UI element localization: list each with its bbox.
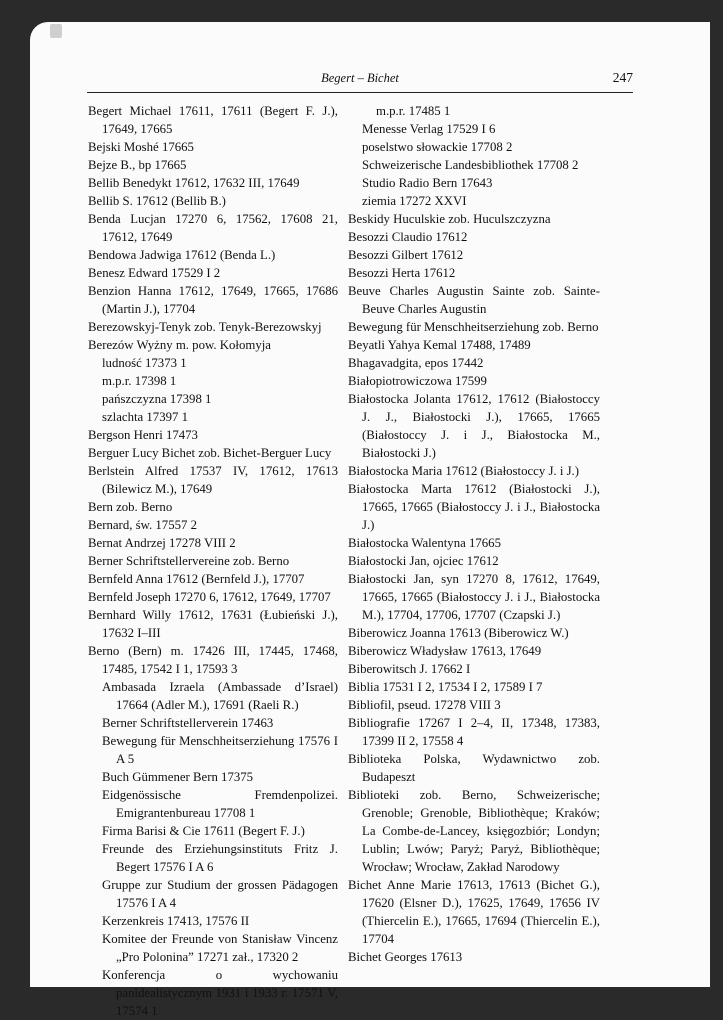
index-entry: Bernard, św. 17557 2 — [88, 518, 197, 532]
index-subentry: m.p.r. 17398 1 — [102, 374, 177, 388]
index-entry: Bernhard Willy 17612, 17631 (Łubieński J.), 17632 I–III — [88, 608, 338, 640]
index-entry: Besozzi Claudio 17612 — [348, 230, 468, 244]
index-entry: Bendowa Jadwiga 17612 (Benda L.) — [88, 248, 276, 262]
index-entry: Berezowskyj-Tenyk zob. Tenyk-Berezowskyj — [88, 320, 322, 334]
index-entry: Berezów Wyżny m. pow. Kołomyja — [88, 338, 271, 352]
index-entry: Besozzi Gilbert 17612 — [348, 248, 464, 262]
index-subentry: Bewegung für Menschheitserziehung 17576 I A 5 — [102, 734, 338, 766]
index-entry: Białostocka Walentyna 17665 — [348, 536, 501, 550]
index-subentry: Gruppe zur Studium der grossen Pädagogen 17576 I A 4 — [102, 878, 338, 910]
index-entry: Biberowitsch J. 17662 I — [348, 662, 471, 676]
index-subentry: Konferencja o wychowaniu panidealistycznym 1931 i 1933 r. 17571 V, 17574 1 — [102, 968, 338, 1018]
index-entry: Benzion Hanna 17612, 17649, 17665, 17686 (Martin J.), 17704 — [88, 284, 338, 316]
index-entry: Bibliofil, pseud. 17278 VIII 3 — [348, 698, 501, 712]
index-entry: Bibliografie 17267 I 2–4, II, 17348, 17383, 17399 II 2, 17558 4 — [348, 716, 600, 748]
index-entry: Bernfeld Joseph 17270 6, 17612, 17649, 17707 — [88, 590, 331, 604]
index-subentry: Komitee der Freunde von Stanisław Vincenz „Pro Polonina” 17271 zał., 17320 2 — [102, 932, 338, 964]
index-entry: Białostocki Jan, syn 17270 8, 17612, 17649, 17665, 17665 (Białostoccy J. i J., Białostocka M.), 17704, 17706, 17707 (Czapski J.) — [348, 572, 600, 622]
index-entry: Beyatli Yahya Kemal 17488, 17489 — [348, 338, 531, 352]
index-entry: Białostocka Jolanta 17612, 17612 (Białostoccy J. J., Białostocki J.), 17665, 17665 (Białostoccy J. i J., Białostocka M., Białostocki J.) — [348, 392, 600, 460]
index-entry: Bewegung für Menschheitserziehung zob. Berno — [348, 320, 599, 334]
index-entry: Bellib Benedykt 17612, 17632 III, 17649 — [88, 176, 300, 190]
index-entry: Bernat Andrzej 17278 VIII 2 — [88, 536, 236, 550]
index-entry: Benda Lucjan 17270 6, 17562, 17608 21, 17612, 17649 — [88, 212, 338, 244]
index-entry: Bellib S. 17612 (Bellib B.) — [88, 194, 226, 208]
book-page — [30, 22, 710, 1018]
index-entry: Bhagavadgita, epos 17442 — [348, 356, 484, 370]
index-subentry: Menesse Verlag 17529 I 6 — [362, 122, 496, 136]
index-subentry: Berner Schriftstellerverein 17463 — [102, 716, 274, 730]
index-entry: Bergson Henri 17473 — [88, 428, 198, 442]
index-subentry: Kerzenkreis 17413, 17576 II — [102, 914, 250, 928]
index-subentry: pańszczyzna 17398 1 — [102, 392, 212, 406]
page-number: 247 — [612, 70, 633, 85]
index-subentry: Eidgenössische Fremdenpolizei. Emigrantenbureau 17708 1 — [102, 788, 338, 820]
index-subentry: ziemia 17272 XXVI — [362, 194, 467, 208]
index-subentry: Ambasada Izraela (Ambassade d’Israel) 17664 (Adler M.), 17691 (Raeli R.) — [102, 680, 338, 712]
scan-corner-mark — [50, 24, 62, 38]
index-subentry: poselstwo słowackie 17708 2 — [362, 140, 513, 154]
index-entry: Benesz Edward 17529 I 2 — [88, 266, 221, 280]
index-entry: Biberowicz Władysław 17613, 17649 — [348, 644, 542, 658]
index-subentry: Firma Barisi & Cie 17611 (Begert F. J.) — [102, 824, 305, 838]
index-subentry: Buch Gümmener Bern 17375 — [102, 770, 254, 784]
index-entry: Bichet Anne Marie 17613, 17613 (Bichet G.), 17620 (Elsner D.), 17625, 17649, 17656 IV (Thiercelin E.), 17665, 17694 (Thiercelin E.), 17704 — [348, 878, 600, 946]
index-entry: Biblioteka Polska, Wydawnictwo zob. Budapeszt — [348, 752, 600, 784]
index-entry: Besozzi Herta 17612 — [348, 266, 456, 280]
index-entry: Beuve Charles Augustin Sainte zob. Sainte-Beuve Charles Augustin — [348, 284, 600, 316]
index-entry: Biblioteki zob. Berno, Schweizerische; Grenoble; Grenoble, Bibliothèque; Kraków; La Combe-de-Lancey, księgozbiór; Londyn; Lublin; Lwów; Paryż; Paryż, Bibliothèque; Wrocław; Wrocław, Zakład Narodowy — [348, 788, 600, 874]
index-entry: Białopiotrowiczowa 17599 — [348, 374, 487, 388]
page-header — [87, 68, 633, 93]
index-subentry: szlachta 17397 1 — [102, 410, 188, 424]
index-entry: Białostocka Maria 17612 (Białostoccy J. i J.) — [348, 464, 580, 478]
index-entry: Białostocki Jan, ojciec 17612 — [348, 554, 499, 568]
index-entry: Bern zob. Berno — [88, 500, 173, 514]
index-entry: Biberowicz Joanna 17613 (Biberowicz W.) — [348, 626, 569, 640]
index-entry: Berlstein Alfred 17537 IV, 17612, 17613 (Bilewicz M.), 17649 — [88, 464, 338, 496]
index-subentry: ludność 17373 1 — [102, 356, 187, 370]
index-entry: Bichet Georges 17613 — [348, 950, 463, 964]
index-entry: Beskidy Huculskie zob. Huculszczyzna — [348, 212, 551, 226]
index-subentry: Schweizerische Landesbibliothek 17708 2 — [362, 158, 579, 172]
index-subentry: Freunde des Erziehungsinstituts Fritz J. Begert 17576 I A 6 — [102, 842, 338, 874]
index-entry: Biblia 17531 I 2, 17534 I 2, 17589 I 7 — [348, 680, 543, 694]
index-entry: Berner Schriftstellervereine zob. Berno — [88, 554, 290, 568]
index-entry: Bernfeld Anna 17612 (Bernfeld J.), 17707 — [88, 572, 305, 586]
index-column-right — [348, 102, 600, 966]
index-entry: Bejski Moshé 17665 — [88, 140, 194, 154]
index-entry: Berno (Bern) m. 17426 III, 17445, 17468, 17485, 17542 I 1, 17593 3 — [88, 644, 338, 676]
index-column-left — [88, 102, 338, 1020]
index-subentry: Studio Radio Bern 17643 — [362, 176, 493, 190]
index-entry: Begert Michael 17611, 17611 (Begert F. J.), 17649, 17665 — [88, 104, 338, 136]
index-entry: Bejze B., bp 17665 — [88, 158, 187, 172]
index-entry: Berguer Lucy Bichet zob. Bichet-Berguer Lucy — [88, 446, 332, 460]
index-subentry: m.p.r. 17485 1 — [376, 104, 451, 118]
running-title: Begert – Bichet — [321, 71, 399, 85]
index-entry: Białostocka Marta 17612 (Białostocki J.), 17665, 17665 (Białostoccy J. i J., Białostocka J.) — [348, 482, 600, 532]
